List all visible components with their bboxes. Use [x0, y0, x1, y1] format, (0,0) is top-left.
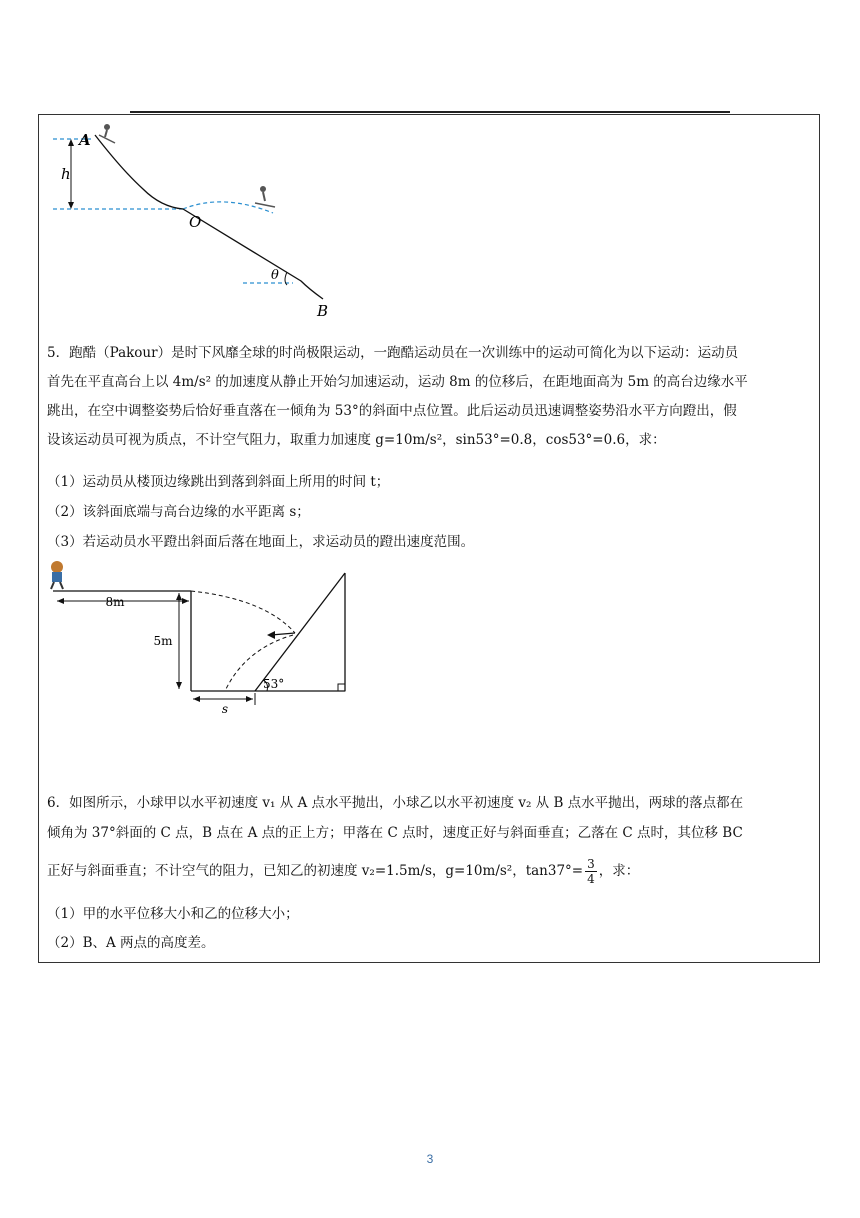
runner-icon [51, 561, 63, 589]
page-number: 3 [426, 1152, 434, 1166]
question-5-line: 首先在平直高台上以 4m/s² 的加速度从静止开始匀加速运动，运动 8m 的位移后，在距地面高为 5m 的高台边缘水平 [47, 374, 748, 390]
question-6-line-text: ，求： [598, 863, 640, 879]
skier-icon [255, 186, 275, 207]
label-8m: 8m [105, 595, 125, 609]
label-b: B [317, 302, 329, 320]
label-o: O [189, 213, 202, 231]
label-a: A [79, 131, 91, 149]
fraction-denominator: 4 [587, 872, 595, 886]
figure-parkour [45, 559, 365, 719]
fraction [585, 857, 597, 886]
header-rule [130, 111, 730, 113]
question-6-sub-2: （2）B、A 两点的高度差。 [47, 935, 215, 951]
label-theta: θ [271, 268, 279, 283]
question-5-sub-2: （2）该斜面底端与高台边缘的水平距离 s； [47, 504, 310, 520]
question-5-sub-3: （3）若运动员水平蹬出斜面后落在地面上，求运动员的蹬出速度范围。 [47, 534, 475, 550]
question-6-line: 6．如图所示，小球甲以水平初速度 v₁ 从 A 点水平抛出，小球乙以水平初速度 v₂ 从 B 点水平抛出，两球的落点都在 [47, 795, 744, 811]
question-5-line: 设该运动员可视为质点，不计空气阻力，取重力加速度 g=10m/s²，sin53°=0.8，cos53°=0.6，求： [47, 432, 666, 448]
label-h: h [61, 165, 71, 183]
figure-ski-slope [43, 121, 343, 321]
skier-icon [99, 124, 115, 143]
question-5-line: 5．跑酷（Pakour）是时下风靡全球的时尚极限运动，一跑酷运动员在一次训练中的运动可简化为以下运动：运动员 [47, 345, 739, 361]
question-5-line: 跳出，在空中调整姿势后恰好垂直落在一倾角为 53°的斜面中点位置。此后运动员迅速调整姿势沿水平方向蹬出，假 [47, 403, 737, 419]
question-5-sub-1: （1）运动员从楼顶边缘跳出到落到斜面上所用的时间 t； [47, 474, 390, 490]
problem-frame [38, 114, 820, 963]
label-s: s [221, 702, 229, 716]
question-6-line-text: 正好与斜面垂直；不计空气的阻力，已知乙的初速度 v₂=1.5m/s，g=10m/s²，tan37°= [47, 863, 584, 879]
label-angle: 53° [263, 677, 285, 691]
question-6-line [47, 857, 815, 886]
fraction-numerator: 3 [587, 857, 595, 871]
question-6-line: 倾角为 37°斜面的 C 点，B 点在 A 点的正上方；甲落在 C 点时，速度正好与斜面垂直；乙落在 C 点时，其位移 BC [47, 825, 743, 841]
label-5m: 5m [153, 634, 173, 648]
question-6-sub-1: （1）甲的水平位移大小和乙的位移大小； [47, 906, 299, 922]
